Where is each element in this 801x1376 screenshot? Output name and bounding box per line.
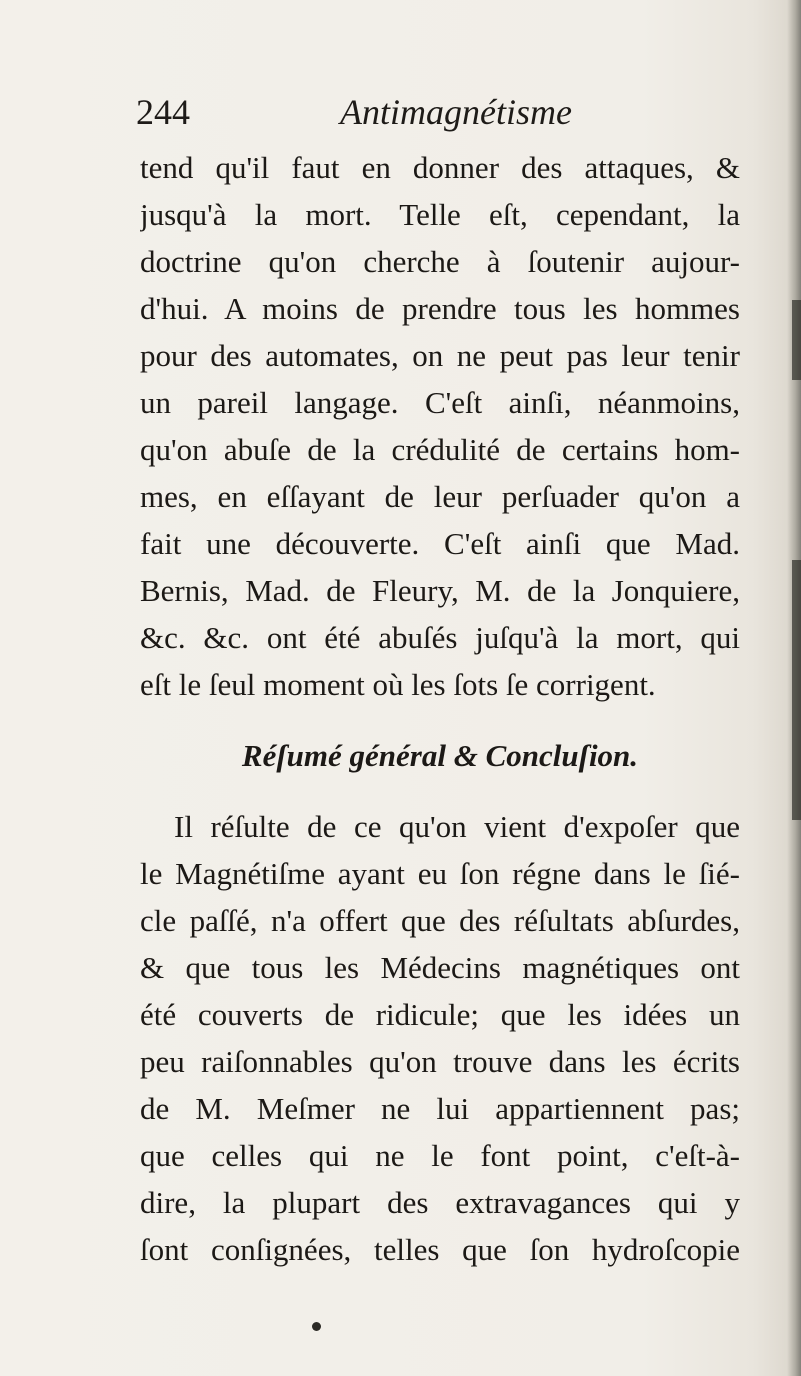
- text-line: de M. Meſmer ne lui appartiennent pas;: [140, 1091, 740, 1126]
- text-line: été couverts de ridicule; que les idées un: [140, 997, 740, 1032]
- text-line: le Magnétiſme ayant eu ſon régne dans le ſié-: [140, 856, 740, 891]
- text-line: d'hui. A moins de prendre tous les hommes: [140, 291, 740, 326]
- text-line: &c. &c. ont été abuſés juſqu'à la mort, qui: [140, 620, 740, 655]
- text-line: Il réſulte de ce qu'on vient d'expoſer que: [174, 809, 740, 844]
- running-title: Antimagnétisme: [340, 92, 572, 132]
- text-line: Bernis, Mad. de Fleury, M. de la Jonquiere,: [140, 573, 740, 608]
- text-line: pour des automates, on ne peut pas leur tenir: [140, 338, 740, 373]
- text-line: ſont conſignées, telles que ſon hydroſcopie: [140, 1232, 740, 1267]
- ink-speck: [312, 1322, 321, 1331]
- text-line: un pareil langage. C'eſt ainſi, néanmoins,: [140, 385, 740, 420]
- text-line: que celles qui ne le font point, c'eſt-à-: [140, 1138, 740, 1173]
- text-line: cle paſſé, n'a offert que des réſultats abſurdes,: [140, 903, 740, 938]
- text-line: eſt le ſeul moment où les ſots ſe corrigent.: [140, 667, 656, 702]
- section-heading: Réſumé général & Concluſion.: [241, 738, 639, 773]
- text-line: & que tous les Médecins magnétiques ont: [140, 950, 740, 985]
- text-line: peu raiſonnables qu'on trouve dans les écrits: [140, 1044, 740, 1079]
- text-line: doctrine qu'on cherche à ſoutenir aujour-: [140, 244, 740, 279]
- text-line: fait une découverte. C'eſt ainſi que Mad.: [140, 526, 740, 561]
- text-line: mes, en eſſayant de leur perſuader qu'on a: [140, 479, 740, 514]
- body-text: [140, 144, 740, 1273]
- spine-mark: [792, 560, 801, 820]
- page-header: [0, 90, 801, 140]
- text-line: qu'on abuſe de la crédulité de certains hom-: [140, 432, 740, 467]
- text-line: jusqu'à la mort. Telle eſt, cependant, la: [140, 197, 740, 232]
- text-line: tend qu'il faut en donner des attaques, &: [140, 150, 740, 185]
- text-line: dire, la plupart des extravagances qui y: [140, 1185, 740, 1220]
- spine-mark: [792, 300, 801, 380]
- page-number: 244: [136, 92, 190, 132]
